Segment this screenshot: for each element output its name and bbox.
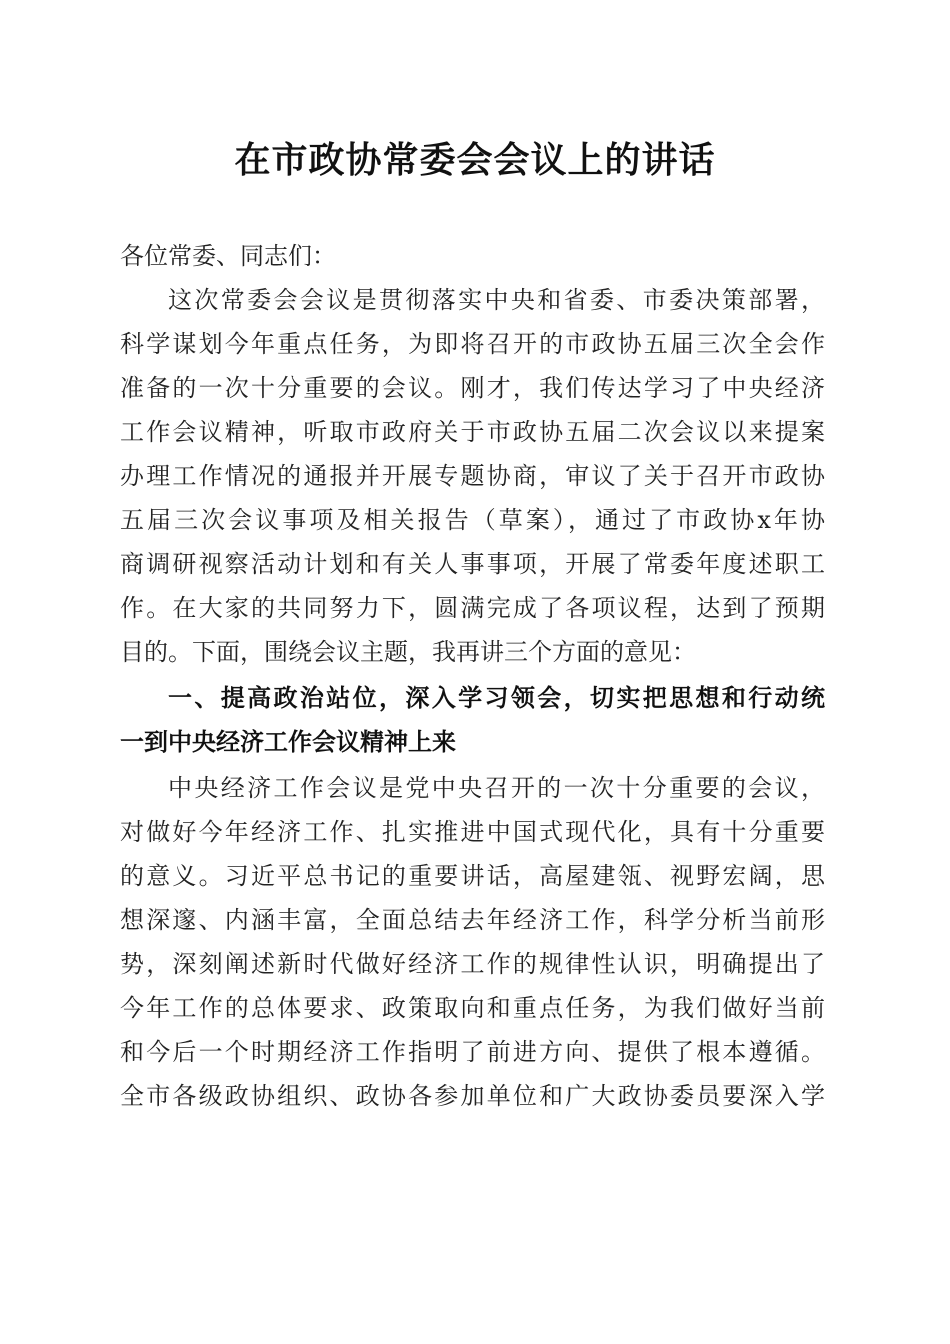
paragraph-line: 对做好今年经济工作、扎实推进中国式现代化，具有十分重要: [120, 818, 825, 846]
paragraph-line: 科学谋划今年重点任务，为即将召开的市政协五届三次全会作: [120, 330, 825, 358]
paragraph-line: 商调研视察活动计划和有关人事事项，开展了常委年度述职工: [120, 550, 825, 578]
paragraph-line: 五届三次会议事项及相关报告（草案），通过了市政协x年协: [120, 506, 825, 534]
paragraph-line: 中央经济工作会议是党中央召开的一次十分重要的会议，: [168, 774, 825, 802]
document-title: 在市政协常委会会议上的讲话: [234, 139, 716, 181]
section-heading: 一、提高政治站位，深入学习领会，切实把思想和行动统: [168, 684, 825, 712]
paragraph-line: 目的。下面，围绕会议主题，我再讲三个方面的意见：: [120, 638, 696, 666]
paragraph-line: 全市各级政协组织、政协各参加单位和广大政协委员要深入学: [120, 1082, 825, 1110]
paragraph-line: 的意义。习近平总书记的重要讲话，高屋建瓴、视野宏阔，思: [120, 862, 825, 890]
paragraph-line: 和今后一个时期经济工作指明了前进方向、提供了根本遵循。: [120, 1038, 825, 1066]
paragraph-line: 想深邃、内涵丰富，全面总结去年经济工作，科学分析当前形: [120, 906, 825, 934]
paragraph-line: 工作会议精神，听取市政府关于市政协五届二次会议以来提案: [120, 418, 825, 446]
paragraph-line: 今年工作的总体要求、政策取向和重点任务，为我们做好当前: [120, 994, 825, 1022]
paragraph-line: 这次常委会会议是贯彻落实中央和省委、市委决策部署，: [168, 286, 825, 314]
paragraph-line: 准备的一次十分重要的会议。刚才，我们传达学习了中央经济: [120, 374, 825, 402]
paragraph-line: 办理工作情况的通报并开展专题协商，审议了关于召开市政协: [120, 462, 825, 490]
salutation: 各位常委、同志们：: [120, 242, 336, 270]
section-heading: 一到中央经济工作会议精神上来: [120, 728, 456, 756]
paragraph-line: 作。在大家的共同努力下，圆满完成了各项议程，达到了预期: [120, 594, 825, 622]
paragraph-line: 势，深刻阐述新时代做好经济工作的规律性认识，明确提出了: [120, 950, 825, 978]
